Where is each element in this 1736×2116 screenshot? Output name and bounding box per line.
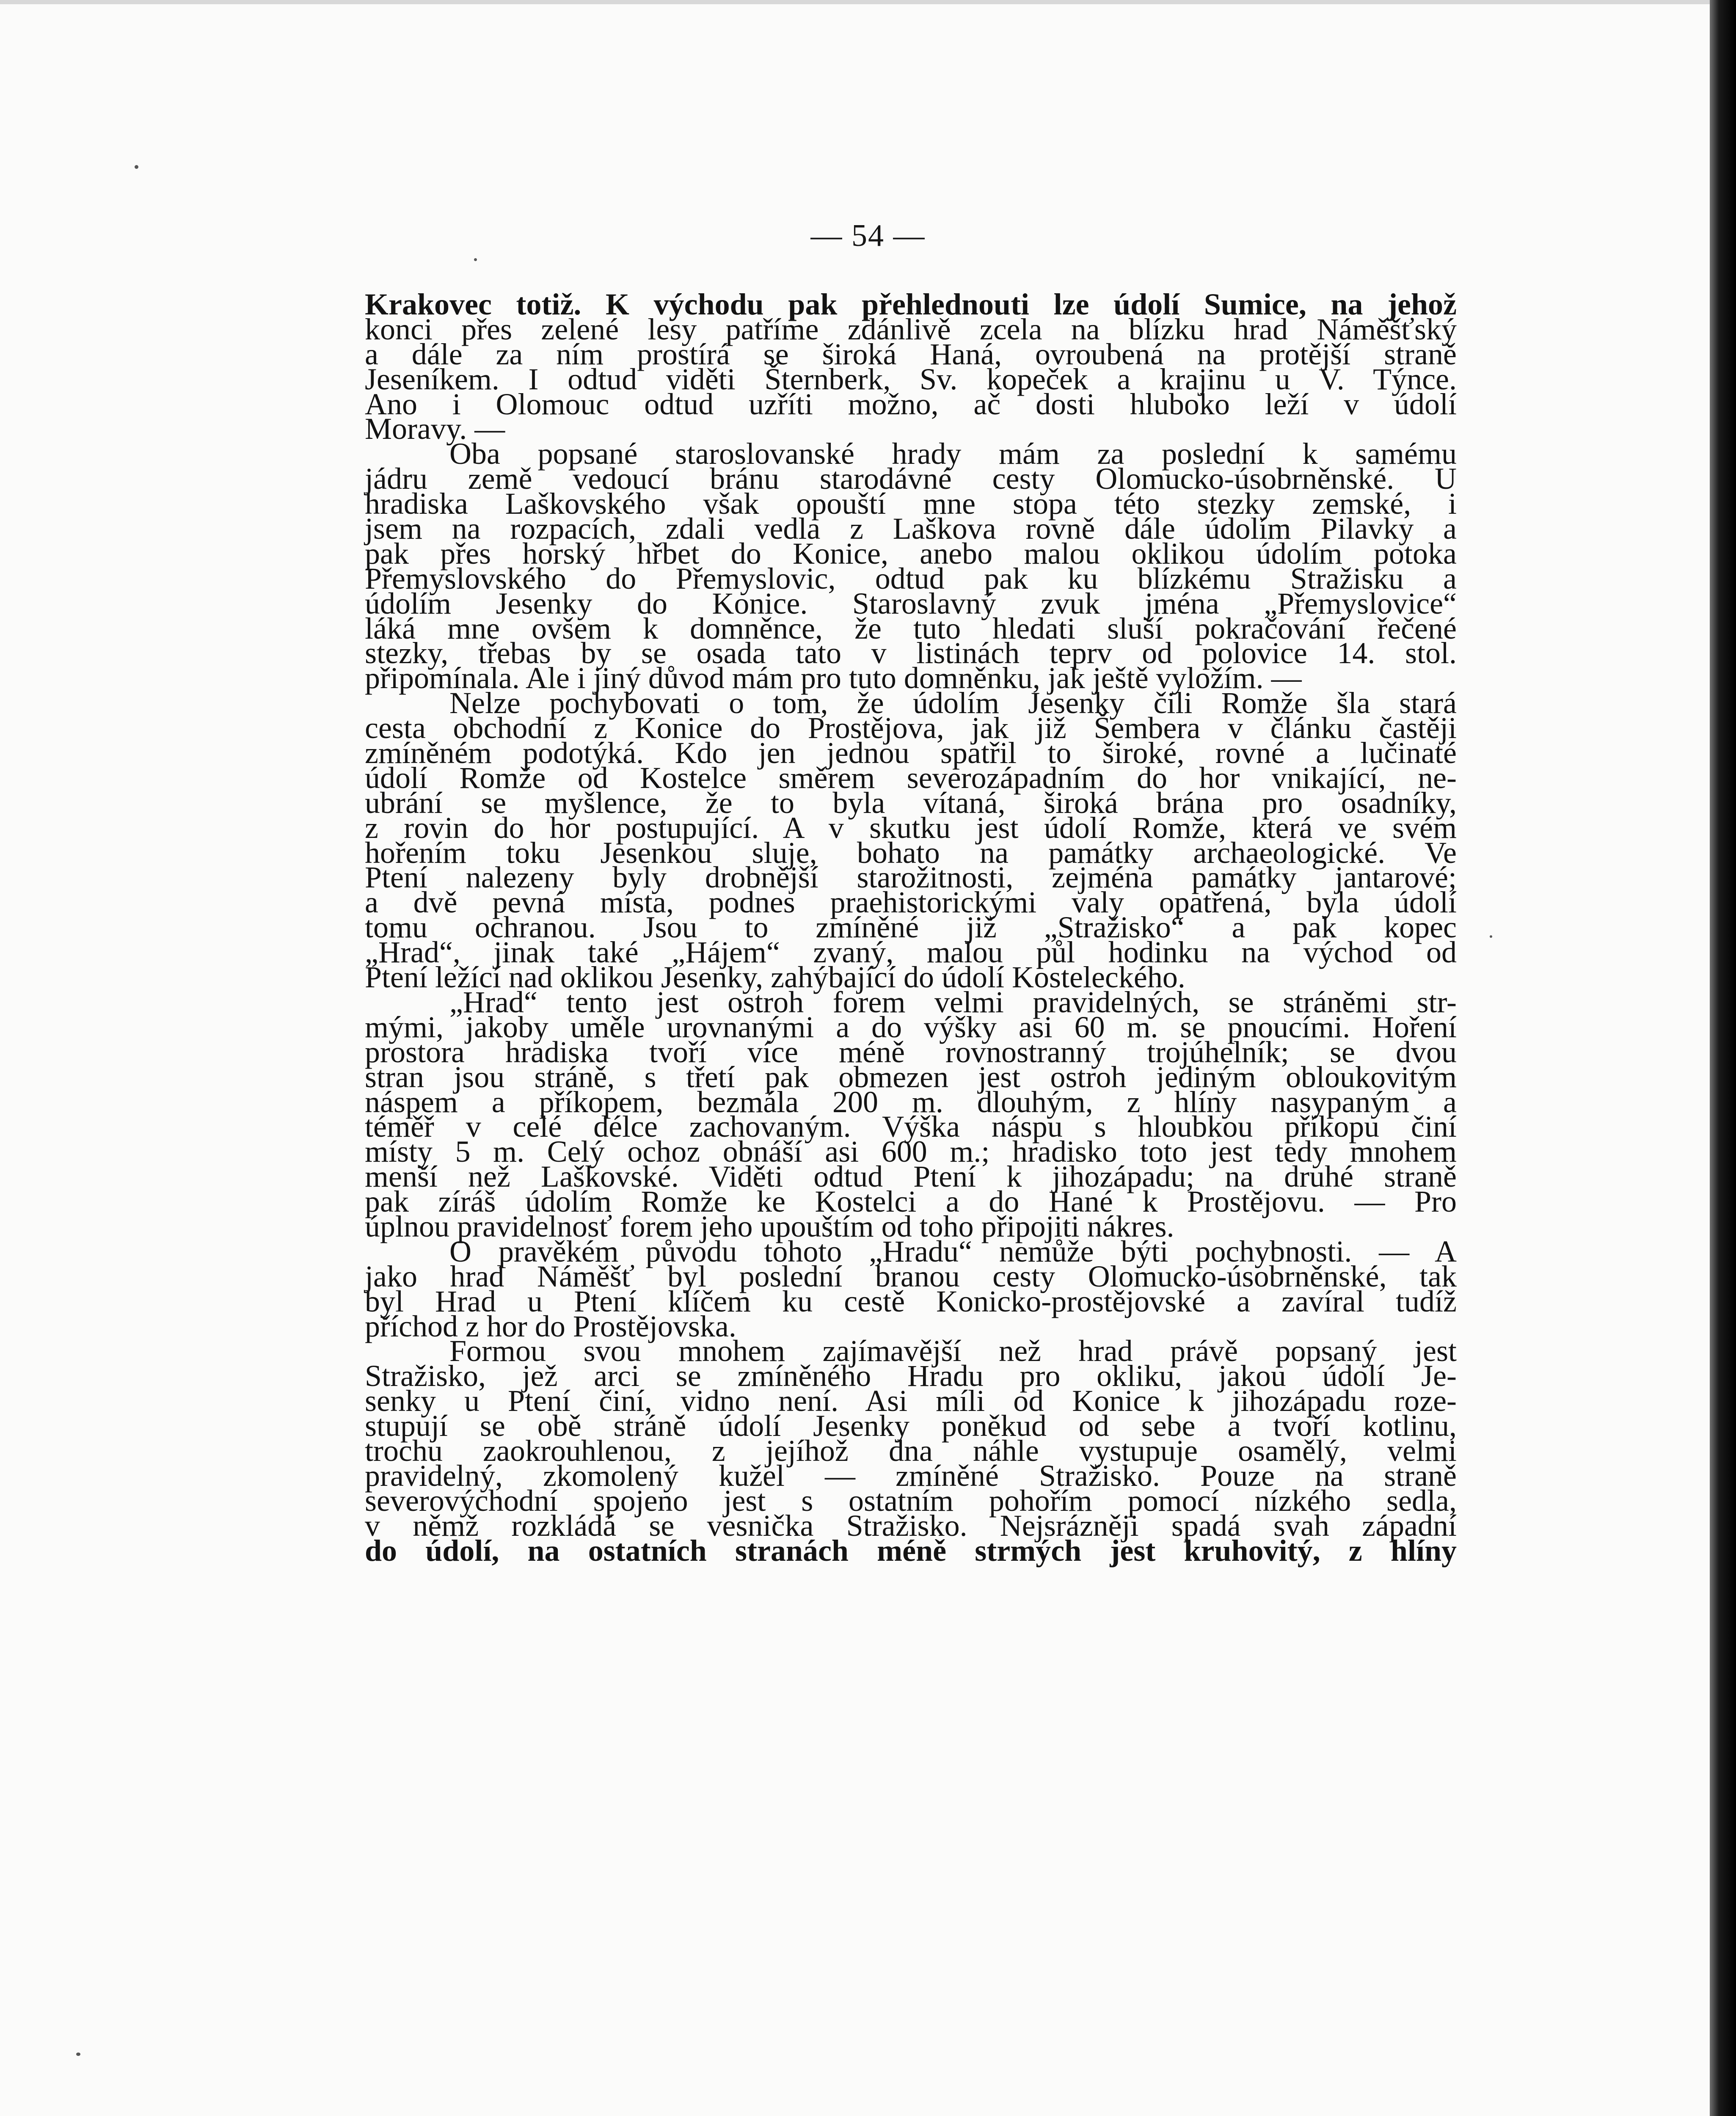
- text-line: Ptení ležící nad oklikou Jesenky, zahýbající do údolí Kosteleckého.: [365, 960, 1185, 995]
- text-line: pravidelný, zkomolený kužel — zmíněné Stražisko. Pouze na straně: [365, 1458, 1457, 1493]
- text-line: jádru země vedoucí bránu starodávné cesty Olomucko-úsobrněnské. U: [365, 462, 1457, 496]
- text-line: úplnou pravidelnosť forem jeho upouštím od toho připojiti nákres.: [365, 1209, 1174, 1243]
- text-line: konci přes zelené lesy patříme zdánlivě zcela na blízku hrad Náměšťský: [365, 312, 1457, 346]
- text-line: Formou svou mnohem zajímavější než hrad právě popsaný jest: [449, 1334, 1457, 1368]
- text-line: údolím Jesenky do Konice. Staroslavný zvuk jména „Přemyslovice“: [365, 586, 1457, 620]
- text-line: z rovin do hor postupující. A v skutku jest údolí Romže, která ve svém: [365, 810, 1457, 845]
- dust-speck: [1490, 935, 1492, 938]
- text-line: prostora hradiska tvoří více méně rovnostranný trojúhelník; se dvou: [365, 1035, 1457, 1069]
- text-line: Jeseníkem. I odtud viděti Šternberk, Sv. kopeček a krajinu u V. Týnce.: [365, 362, 1457, 396]
- text-line: v němž rozkládá se vesnička Stražisko. Nejsrázněji spadá svah západní: [365, 1508, 1457, 1543]
- text-line: jsem na rozpacích, zdali vedla z Laškova rovně dále údolím Pilavky a: [365, 512, 1457, 546]
- text-line: a dvě pevná místa, podnes praehistorickými valy opatřená, byla údolí: [365, 885, 1457, 920]
- text-line: menší než Laškovské. Viděti odtud Ptení k jihozápadu; na druhé straně: [365, 1160, 1457, 1194]
- text-line: „Hrad“ tento jest ostroh forem velmi pravidelných, se stráněmi str-: [449, 985, 1457, 1019]
- text-line: místy 5 m. Celý ochoz obnáší asi 600 m.; hradisko toto jest tedy mnohem: [365, 1135, 1457, 1169]
- text-line: senky u Ptení činí, vidno není. Asi míli od Konice k jihozápadu roze-: [365, 1384, 1457, 1418]
- dust-speck: [135, 165, 138, 169]
- text-line: stran jsou stráně, s třetí pak obmezen jest ostroh jediným obloukovitým: [365, 1060, 1457, 1094]
- text-line: údolí Romže od Kostelce směrem severozápadním do hor vnikající, ne-: [365, 760, 1457, 795]
- text-line: trochu zaokrouhlenou, z jejíhož dna náhle vystupuje osamělý, velmi: [365, 1433, 1457, 1468]
- dust-speck: [76, 2053, 80, 2056]
- text-line: jako hrad Náměšť byl poslední branou cesty Olomucko-úsobrněnské, tak: [365, 1259, 1457, 1293]
- text-line: náspem a příkopem, bezmála 200 m. dlouhým, z hlíny nasypaným a: [365, 1085, 1457, 1119]
- text-line: pak zíráš údolím Romže ke Kostelci a do Hané k Prostějovu. — Pro: [365, 1185, 1457, 1219]
- text-line: Krakovec totiž. K východu pak přehlednouti lze údolí Sumice, na jehož: [365, 287, 1457, 321]
- text-line: pak přes horský hřbet do Konice, anebo malou oklikou údolím potoka: [365, 536, 1457, 570]
- scan-right-edge: [1710, 0, 1736, 2116]
- text-line: ubrání se myšlence, že to byla vítaná, široká brána pro osadníky,: [365, 785, 1457, 820]
- text-line: tomu ochranou. Jsou to zmíněné již „Stražisko“ a pak kopec: [365, 910, 1457, 945]
- text-line: hradiska Laškovského však opouští mne stopa této stezky zemské, i: [365, 487, 1457, 521]
- text-line: Přemyslovského do Přemyslovic, odtud pak ku blízkému Stražisku a: [365, 561, 1457, 595]
- text-line: Stražisko, jež arci se zmíněného Hradu pro okliku, jakou údolí Je-: [365, 1359, 1457, 1393]
- text-line: „Hrad“, jinak také „Hájem“ zvaný, malou půl hodinku na východ od: [365, 935, 1457, 970]
- text-line: příchod z hor do Prostějovska.: [365, 1309, 736, 1343]
- text-line: O pravěkém původu tohoto „Hradu“ nemůže býti pochybnosti. — A: [449, 1234, 1457, 1268]
- dust-speck: [474, 258, 477, 261]
- text-line: Oba popsané staroslovanské hrady mám za poslední k samému: [449, 437, 1457, 471]
- text-line: cesta obchodní z Konice do Prostějova, jak již Šembera v článku častěji: [365, 711, 1457, 745]
- text-line: a dále za ním prostírá se široká Haná, ovroubená na protější straně: [365, 337, 1457, 371]
- text-line: byl Hrad u Ptení klíčem ku cestě Konicko-prostějovské a zavíral tudíž: [365, 1284, 1457, 1318]
- text-line: Nelze pochybovati o tom, že údolím Jesenky čili Romže šla stará: [449, 686, 1457, 720]
- text-line: hořením toku Jesenkou sluje, bohato na památky archaeologické. Ve: [365, 835, 1457, 870]
- text-line: mými, jakoby uměle urovnanými a do výšky asi 60 m. se pnoucími. Hoření: [365, 1010, 1457, 1044]
- text-line: téměř v celé délce zachovaným. Výška náspu s hloubkou příkopu činí: [365, 1110, 1457, 1144]
- text-line: láká mne ovšem k domněnce, že tuto hledati sluší pokračování řečené: [365, 611, 1457, 645]
- page-number: — 54 —: [810, 218, 926, 253]
- text-line: Ptení nalezeny byly drobnější starožitnosti, zejména památky jantarové;: [365, 860, 1457, 895]
- text-line: stezky, třebas by se osada tato v listinách teprv od polovice 14. stol.: [365, 636, 1457, 670]
- body-text: [365, 287, 1457, 1568]
- text-line: do údolí, na ostatních stranách méně strmých jest kruhovitý, z hlíny: [365, 1533, 1457, 1568]
- text-line: zmíněném podotýká. Kdo jen jednou spatřil to široké, rovné a lučinaté: [365, 736, 1457, 770]
- scan-top-edge: [0, 0, 1736, 4]
- text-line: stupují se obě stráně údolí Jesenky poněkud od sebe a tvoří kotlinu,: [365, 1409, 1457, 1443]
- text-line: severovýchodní spojeno jest s ostatním pohořím pomocí nízkého sedla,: [365, 1483, 1457, 1518]
- text-line: Moravy. —: [365, 412, 505, 446]
- text-line: Ano i Olomouc odtud uzříti možno, ač dosti hluboko leží v údolí: [365, 387, 1457, 421]
- text-line: připomínala. Ale i jiný důvod mám pro tuto domněnku, jak ještě vyložím. —: [365, 661, 1302, 695]
